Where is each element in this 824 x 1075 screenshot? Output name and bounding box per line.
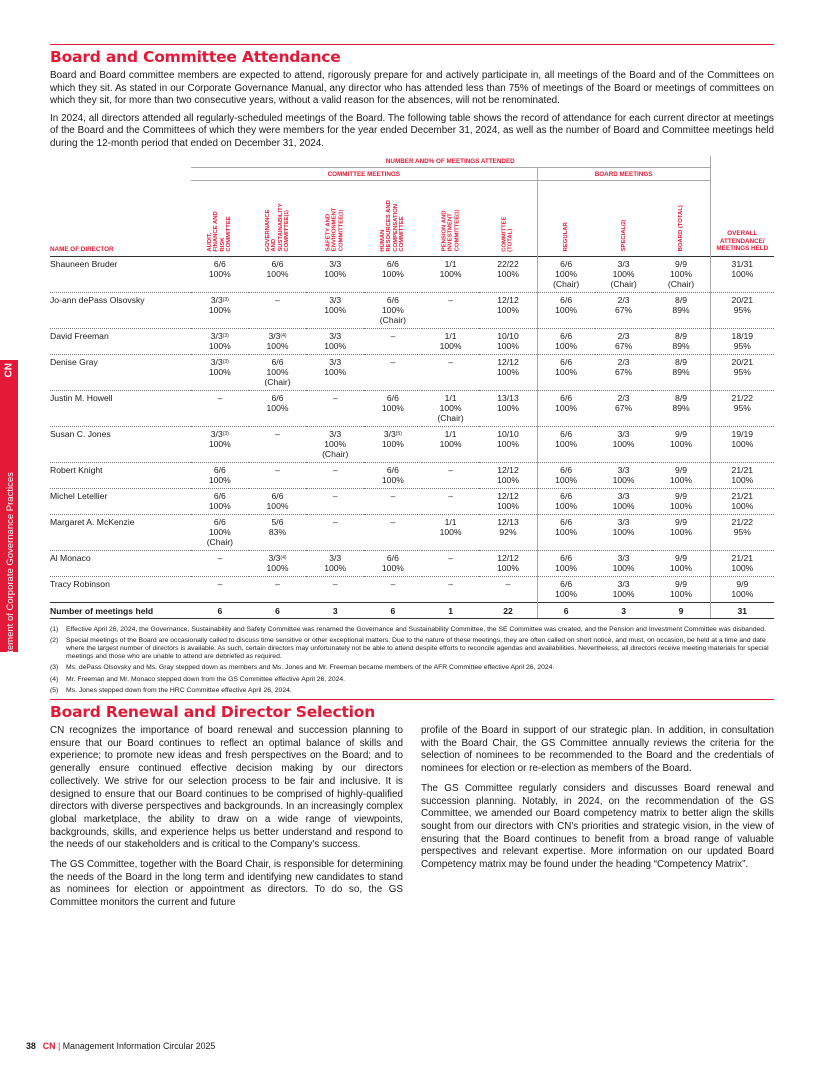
attendance-cell: 3/3 100% (306, 550, 364, 576)
board-meetings-header: BOARD MEETINGS (537, 167, 710, 180)
attendance-cell: – (364, 514, 422, 550)
attendance-cell: – (306, 390, 364, 426)
paragraph: Board and Board committee members are expected to attend, rigorously prepare for and actively participate in, all meetings of the Board and of the Committees on which they sit. As stated in our Corporate Governance Manual, any director who has attended less than 75% of meetings of the Board or meetings of committees on which they sit, for more than two consecutive years, without a valid reason for the absences, will not be renominated. (50, 70, 774, 107)
attendance-cell: 6/6 100% (537, 550, 595, 576)
attendance-cell: 6/6 100% (537, 426, 595, 462)
attendance-cell: 6/6 100% (364, 462, 422, 488)
attendance-cell: 6/6 100% (249, 488, 307, 514)
footer-title: Management Information Circular 2025 (62, 1041, 216, 1051)
footnote-text: Ms. dePass Olsovsky and Ms. Gray stepped down as members and Ms. Jones and Mr. Freeman became members of the AFR Committee effective April 26, 2024. (66, 664, 555, 672)
footnote-text: Special meetings of the Board are occasionally called to discuss time sensitive or other exceptional matters. Due to the nature of these meetings, they are often called on short notice, and must, on occasion, be held at a time and date where the largest number of directors is available. As such, certain directors may unfortunately not be able to attend despite efforts to reconcile agendas and availabilities. Nevertheless, all directors receive meeting materials for special meetings and those who are unable to attend are debriefed as required. (66, 636, 769, 661)
attendance-cell: 6/6 100% (537, 488, 595, 514)
attendance-cell: – (479, 576, 537, 602)
director-name: Al Monaco (50, 550, 191, 576)
attendance-cell: 13/13 100% (479, 390, 537, 426)
table-row (50, 354, 774, 390)
attendance-cell: 2/3 67% (595, 328, 653, 354)
attendance-cell: – (306, 462, 364, 488)
attendance-cell: 1/1 100% (422, 514, 480, 550)
attendance-cell: 6/6 100% (537, 390, 595, 426)
attendance-cell: – (249, 426, 307, 462)
footnote-number: (1) (50, 625, 59, 633)
attendance-cell: – (364, 576, 422, 602)
page-footer (26, 1041, 215, 1051)
table-row (50, 328, 774, 354)
attendance-cell: – (191, 576, 249, 602)
table-row (50, 256, 774, 292)
blank-header (710, 156, 774, 168)
attendance-cell: – (306, 576, 364, 602)
total-cell: 9 (652, 602, 710, 618)
attendance-cell: 6/6 100% (249, 390, 307, 426)
attendance-cell: 9/9 100% (652, 514, 710, 550)
paragraph: profile of the Board in support of our strategic plan. In addition, in consultation with the Board Chair, the GS Committee annually reviews the criteria for the selection of nominees to be recommended to the Board and the credentials of nominees for election or re-election as members of the Board. (421, 724, 774, 775)
attendance-cell: 3/3 100% (306, 256, 364, 292)
attendance-cell: 6/6 100% (537, 514, 595, 550)
total-row (50, 602, 774, 618)
attendance-cell: 6/6 100% (Chair) (191, 514, 249, 550)
attendance-cell: 18/19 95% (710, 328, 774, 354)
attendance-cell: 12/12 100% (479, 354, 537, 390)
attendance-cell: – (306, 488, 364, 514)
attendance-cell: 3/3$^{(5)}$ 100% (364, 426, 422, 462)
attendance-cell: – (364, 328, 422, 354)
column-header-label: SAFETY AND ENVIRONMENT COMMITTEE$^{(1)}$ (325, 208, 345, 252)
overall-attendance-header (710, 180, 774, 256)
paragraph: CN recognizes the importance of board renewal and succession planning to ensure that our Board continues to reflect an optimal balance of skills and experience; to promote new ideas and fresh perspectives on the Board; and to generally ensure continued effective decision making by our directors collectively. We strive for our selection process to be fair and inclusive. It is designed to ensure that our Board continues to be comprised of highly-qualified directors with diverse perspectives and backgrounds. In an increasingly complex global marketplace, the ability to draw on a wide range of viewpoints, backgrounds, skills, and experience helps us better understand and respond to the needs of our stakeholders and is critical to the Company's success. (50, 724, 403, 851)
director-name: Shauneen Bruder (50, 256, 191, 292)
attendance-cell: 31/31 100% (710, 256, 774, 292)
attendance-cell: 21/21 100% (710, 462, 774, 488)
column-header (422, 180, 480, 256)
attendance-cell: 3/3 100% (595, 462, 653, 488)
committee-meetings-header: COMMITTEE MEETINGS (191, 167, 537, 180)
sidebar-section-label: Statement of Corporate Governance Practices (5, 472, 16, 667)
attendance-cell: 10/10 100% (479, 328, 537, 354)
attendance-cell: – (306, 514, 364, 550)
sidebar-logo: CN (3, 363, 15, 378)
director-name: Michel Letellier (50, 488, 191, 514)
attendance-cell: 6/6 100% (537, 462, 595, 488)
total-cell: 31 (710, 602, 774, 618)
attendance-cell: 6/6 100% (364, 550, 422, 576)
footnote (50, 676, 774, 684)
attendance-cell: 1/1 100% (Chair) (422, 390, 480, 426)
attendance-cell: 21/22 95% (710, 390, 774, 426)
footnote (50, 626, 774, 634)
table-row (50, 292, 774, 328)
column-header (191, 180, 249, 256)
right-column (421, 725, 774, 917)
attendance-cell: 8/9 89% (652, 354, 710, 390)
attendance-cell: 3/3 100% (595, 426, 653, 462)
attendance-cell: – (422, 354, 480, 390)
total-cell: 6 (364, 602, 422, 618)
attendance-cell: 3/3$^{(3)}$ 100% (191, 328, 249, 354)
total-cell: 6 (249, 602, 307, 618)
column-header (364, 180, 422, 256)
attendance-cell: 12/12 100% (479, 292, 537, 328)
blank-header (710, 167, 774, 180)
attendance-cell: – (364, 488, 422, 514)
attendance-cell: 6/6 100% (537, 576, 595, 602)
attendance-cell: 12/12 100% (479, 550, 537, 576)
attendance-cell: 9/9 100% (652, 426, 710, 462)
attendance-cell: 3/3 100% (595, 488, 653, 514)
table-row (50, 514, 774, 550)
section-title-attendance: Board and Committee Attendance (50, 48, 341, 66)
attendance-cell: 9/9 100% (Chair) (652, 256, 710, 292)
attendance-cell: 9/9 100% (710, 576, 774, 602)
attendance-cell: 3/3 100% (595, 550, 653, 576)
footnote (50, 664, 774, 672)
director-name: Margaret A. McKenzie (50, 514, 191, 550)
attendance-cell: 21/21 100% (710, 550, 774, 576)
attendance-cell: 21/22 95% (710, 514, 774, 550)
column-header-label: REGULAR (562, 222, 569, 252)
attendance-cell: 8/9 89% (652, 292, 710, 328)
attendance-cell: 8/9 89% (652, 390, 710, 426)
paragraph: The GS Committee, together with the Board Chair, is responsible for determining the needs of the Board in the long term and identifying new candidates to stand as nominees for election or appointment as directors. To do so, the GS Committee monitors the current and future (50, 859, 403, 909)
attendance-cell: 12/12 100% (479, 462, 537, 488)
footnote-number: (4) (50, 675, 59, 683)
footnote-number: (3) (50, 664, 59, 672)
attendance-cell: 2/3 67% (595, 354, 653, 390)
column-header (479, 180, 537, 256)
attendance-cell: 2/3 67% (595, 390, 653, 426)
column-header-label: SPECIAL$^{(2)}$ (620, 219, 627, 252)
footnote (50, 687, 774, 695)
total-cell: 6 (537, 602, 595, 618)
attendance-cell: 3/3 100% (Chair) (306, 426, 364, 462)
attendance-cell: 2/3 67% (595, 292, 653, 328)
attendance-cell: 21/21 100% (710, 488, 774, 514)
column-header-label: AUDIT, FINANCE AND RISK COMMITTEE (207, 211, 233, 252)
total-cell: 22 (479, 602, 537, 618)
page-number: 38 (26, 1041, 36, 1051)
blank-header (50, 156, 191, 168)
attendance-cell: 6/6 100% (537, 354, 595, 390)
attendance-cell: – (422, 576, 480, 602)
attendance-cell: 6/6 100% (364, 256, 422, 292)
attendance-cell: 5/6 83% (249, 514, 307, 550)
attendance-cell: – (422, 488, 480, 514)
total-cell: 3 (306, 602, 364, 618)
attendance-cell: – (191, 550, 249, 576)
attendance-cell: – (249, 462, 307, 488)
attendance-cell: 12/13 92% (479, 514, 537, 550)
footnote-number: (5) (50, 686, 59, 694)
column-header-label: HUMAN RESOURCES AND COMPENSATION COMMITTEE (380, 200, 406, 252)
attendance-table (50, 156, 774, 619)
table-row (50, 488, 774, 514)
attendance-cell: 6/6 100% (537, 292, 595, 328)
column-header (306, 180, 364, 256)
column-header-label: COMMITTEE (TOTAL) (501, 216, 514, 252)
director-name: Justin M. Howell (50, 390, 191, 426)
overall-attendance-label: OVERALL ATTENDANCE/ MEETINGS HELD (716, 230, 769, 253)
attendance-cell: 3/3 100% (306, 354, 364, 390)
attendance-cell: 3/3 100% (306, 328, 364, 354)
attendance-cell: 3/3$^{(3)}$ 100% (191, 292, 249, 328)
total-cell: 1 (422, 602, 480, 618)
column-header-label: PENSION AND INVESTMENT COMMITTEE$^{(1)}$ (440, 210, 460, 252)
attendance-cell: – (364, 354, 422, 390)
footnotes (50, 626, 774, 695)
footnote-text: Mr. Freeman and Mr. Monaco stepped down from the GS Committee effective April 26, 2024. (66, 675, 346, 683)
attendance-cell: 3/3$^{(3)}$ 100% (191, 354, 249, 390)
attendance-cell: 6/6 100% (Chair) (364, 292, 422, 328)
blank-header (50, 167, 191, 180)
attendance-cell: 6/6 100% (191, 462, 249, 488)
attendance-cell: 3/3$^{(4)}$ 100% (249, 328, 307, 354)
attendance-cell: 20/21 95% (710, 354, 774, 390)
attendance-cell: 3/3$^{(3)}$ 100% (191, 426, 249, 462)
column-header (595, 180, 653, 256)
attendance-cell: 9/9 100% (652, 488, 710, 514)
section-divider (50, 44, 774, 45)
section-divider (50, 699, 774, 700)
paragraph: The GS Committee regularly considers and discusses Board renewal and succession planning. Notably, in 2024, on the recommendation of the GS Committee, we amended our Board competency matrix to better align the skills sought from our directors with CN's priorities and strategic vision, in the view of ensuring that the Board continues to benefit from a broad range of valuable perspectives and relevant expertise. More information on our updated Board Competency matrix may be found under the heading “Competency Matrix”. (421, 782, 774, 871)
attendance-cell: 9/9 100% (652, 462, 710, 488)
footnote-number: (2) (50, 636, 59, 644)
column-header (537, 180, 595, 256)
director-name: Robert Knight (50, 462, 191, 488)
footer-separator: | (57, 1041, 61, 1051)
attendance-cell: 1/1 100% (422, 256, 480, 292)
name-of-director-header: NAME OF DIRECTOR (50, 245, 114, 253)
table-row (50, 426, 774, 462)
attendance-cell: 9/9 100% (652, 550, 710, 576)
attendance-cell: 6/6 100% (537, 328, 595, 354)
attendance-cell: 10/10 100% (479, 426, 537, 462)
director-name: Jo-ann dePass Olsovsky (50, 292, 191, 328)
table-row (50, 390, 774, 426)
attendance-cell: – (422, 292, 480, 328)
left-column (50, 725, 403, 917)
attendance-cell: – (249, 292, 307, 328)
attendance-cell: 9/9 100% (652, 576, 710, 602)
attendance-cell: 6/6 100% (Chair) (537, 256, 595, 292)
attendance-cell: 3/3 100% (306, 292, 364, 328)
group-header: NUMBER AND% OF MEETINGS ATTENDED (191, 156, 710, 168)
table-row (50, 576, 774, 602)
attendance-cell: 3/3$^{(4)}$ 100% (249, 550, 307, 576)
attendance-cell: – (191, 390, 249, 426)
director-name: Denise Gray (50, 354, 191, 390)
attendance-cell: 1/1 100% (422, 328, 480, 354)
footer-brand: CN (42, 1041, 56, 1051)
attendance-cell: 3/3 100% (595, 514, 653, 550)
director-name: Susan C. Jones (50, 426, 191, 462)
attendance-cell: – (422, 550, 480, 576)
attendance-cell: 3/3 100% (595, 576, 653, 602)
attendance-cell: 20/21 95% (710, 292, 774, 328)
column-header (249, 180, 307, 256)
column-header (652, 180, 710, 256)
table-row (50, 550, 774, 576)
column-header-label: GOVERNANCE AND SUSTAINABILITY COMMITTEE$^{(1)}$ (264, 203, 290, 252)
director-name: Tracy Robinson (50, 576, 191, 602)
column-header-label: BOARD (TOTAL) (677, 205, 684, 252)
attendance-cell: 19/19 100% (710, 426, 774, 462)
attendance-cell: 12/12 100% (479, 488, 537, 514)
attendance-cell: 6/6 100% (191, 488, 249, 514)
footnote (50, 637, 774, 662)
total-cell: 6 (191, 602, 249, 618)
footnote-text: Ms. Jones stepped down from the HRC Committee effective April 26, 2024. (66, 686, 292, 694)
attendance-cell: 6/6 100% (364, 390, 422, 426)
section-title-board-renewal: Board Renewal and Director Selection (50, 702, 376, 721)
attendance-cell: 8/9 89% (652, 328, 710, 354)
total-label: Number of meetings held (50, 602, 191, 618)
attendance-cell: – (422, 462, 480, 488)
director-name: David Freeman (50, 328, 191, 354)
attendance-cell: – (249, 576, 307, 602)
attendance-cell: 6/6 100% (191, 256, 249, 292)
attendance-cell: 1/1 100% (422, 426, 480, 462)
attendance-cell: 6/6 100% (Chair) (249, 354, 307, 390)
table-row (50, 462, 774, 488)
paragraph: In 2024, all directors attended all regularly-scheduled meetings of the Board. The following table shows the record of attendance for each current director at meetings of the Board and the Committees of which they were members for the year ended December 31, 2024, as well as the number of Board and Committee meetings held during the 12-month period that ended on December 31, 2024. (50, 112, 774, 149)
total-cell: 3 (595, 602, 653, 618)
attendance-cell: 22/22 100% (479, 256, 537, 292)
attendance-cell: 3/3 100% (Chair) (595, 256, 653, 292)
footnote-text: Effective April 26, 2024, the Governance, Sustainability and Safety Committee was renamed the Governance and Sustainability Committee, the SE Committee was created, and the Pension and Investment Committee was disbanded. (66, 625, 766, 633)
attendance-cell: 6/6 100% (249, 256, 307, 292)
main-content (50, 44, 774, 917)
